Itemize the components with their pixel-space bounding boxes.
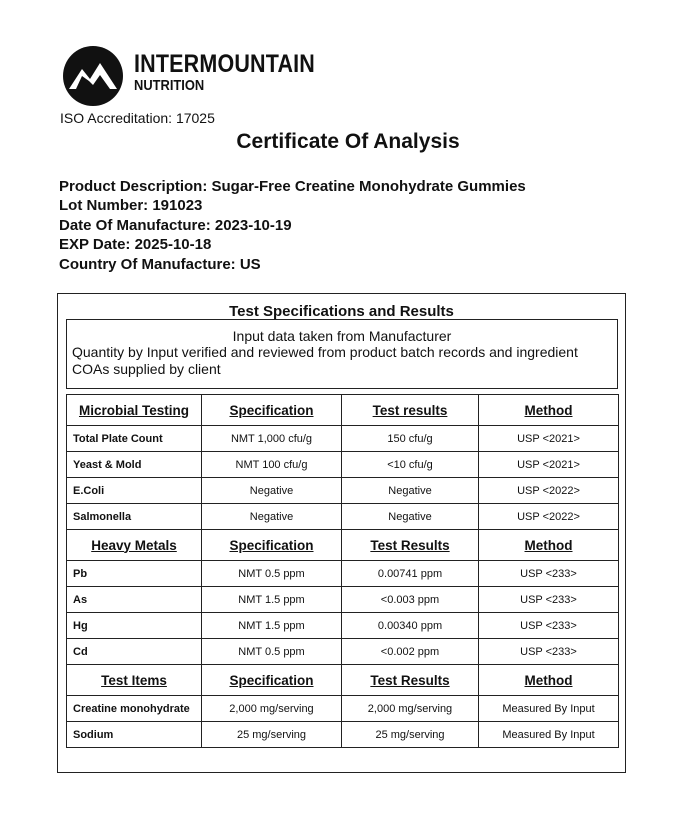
test-name: Hg — [67, 613, 202, 639]
table-row — [67, 587, 619, 613]
method-cell: Measured By Input — [479, 696, 619, 722]
table-title: Test Specifications and Results — [229, 303, 454, 320]
iso-accreditation: ISO Accreditation: 17025 — [60, 110, 215, 126]
info-box — [66, 319, 618, 389]
table-row — [67, 452, 619, 478]
specification-cell: NMT 1,000 cfu/g — [202, 426, 342, 452]
results-panel — [57, 293, 626, 773]
method-cell: USP <233> — [479, 561, 619, 587]
table-row — [67, 504, 619, 530]
lot-number: Lot Number: 191023 — [59, 197, 203, 214]
product-description: Product Description: Sugar-Free Creatine Monohydrate Gummies — [59, 178, 526, 195]
specification-cell: NMT 1.5 ppm — [202, 587, 342, 613]
table-row — [67, 639, 619, 665]
specification-cell: NMT 0.5 ppm — [202, 561, 342, 587]
method-cell: USP <2021> — [479, 426, 619, 452]
table-row — [67, 478, 619, 504]
method-cell: USP <233> — [479, 587, 619, 613]
column-header-specification: Specification — [202, 395, 342, 426]
method-cell: Measured By Input — [479, 722, 619, 748]
column-header-results: Test results — [342, 395, 479, 426]
mountain-circle-logo-icon — [62, 45, 124, 107]
test-name: Total Plate Count — [67, 426, 202, 452]
result-cell: Negative — [342, 504, 479, 530]
section-header-row — [67, 395, 619, 426]
table-row — [67, 696, 619, 722]
column-header-results: Test Results — [342, 665, 479, 696]
test-name: Cd — [67, 639, 202, 665]
country-of-manufacture: Country Of Manufacture: US — [59, 256, 261, 273]
result-cell: <0.002 ppm — [342, 639, 479, 665]
column-header-results: Test Results — [342, 530, 479, 561]
table-row — [67, 722, 619, 748]
section-title: Test Items — [67, 665, 202, 696]
result-cell: 2,000 mg/serving — [342, 696, 479, 722]
method-cell: USP <233> — [479, 613, 619, 639]
document-title: Certificate Of Analysis — [236, 130, 460, 153]
specification-cell: Negative — [202, 478, 342, 504]
section-title: Heavy Metals — [67, 530, 202, 561]
result-cell: 150 cfu/g — [342, 426, 479, 452]
exp-date: EXP Date: 2025-10-18 — [59, 236, 212, 253]
test-name: Yeast & Mold — [67, 452, 202, 478]
column-header-method: Method — [479, 395, 619, 426]
specification-cell: NMT 1.5 ppm — [202, 613, 342, 639]
section-title: Microbial Testing — [67, 395, 202, 426]
method-cell: USP <2021> — [479, 452, 619, 478]
test-name: E.Coli — [67, 478, 202, 504]
table-row — [67, 561, 619, 587]
brand-subtitle: NUTRITION — [134, 77, 205, 94]
column-header-specification: Specification — [202, 665, 342, 696]
column-header-specification: Specification — [202, 530, 342, 561]
brand-name: INTERMOUNTAIN — [134, 50, 315, 78]
result-cell: 0.00741 ppm — [342, 561, 479, 587]
result-cell: 0.00340 ppm — [342, 613, 479, 639]
column-header-method: Method — [479, 530, 619, 561]
result-cell: <10 cfu/g — [342, 452, 479, 478]
section-header-row — [67, 530, 619, 561]
method-cell: USP <2022> — [479, 478, 619, 504]
section-header-row — [67, 665, 619, 696]
table-row — [67, 426, 619, 452]
specification-cell: NMT 0.5 ppm — [202, 639, 342, 665]
info-line-2: Quantity by Input verified and reviewed from product batch records and ingredient COAs supplied by client — [72, 344, 578, 377]
test-name: As — [67, 587, 202, 613]
test-name: Pb — [67, 561, 202, 587]
result-cell: 25 mg/serving — [342, 722, 479, 748]
info-line-1: Input data taken from Manufacturer — [232, 328, 452, 344]
specification-cell: NMT 100 cfu/g — [202, 452, 342, 478]
specification-cell: 2,000 mg/serving — [202, 696, 342, 722]
column-header-method: Method — [479, 665, 619, 696]
test-name: Salmonella — [67, 504, 202, 530]
manufacture-date: Date Of Manufacture: 2023-10-19 — [59, 217, 292, 234]
table-row — [67, 613, 619, 639]
results-table — [66, 394, 619, 748]
test-name: Creatine monohydrate — [67, 696, 202, 722]
specification-cell: 25 mg/serving — [202, 722, 342, 748]
specification-cell: Negative — [202, 504, 342, 530]
result-cell: Negative — [342, 478, 479, 504]
result-cell: <0.003 ppm — [342, 587, 479, 613]
test-name: Sodium — [67, 722, 202, 748]
method-cell: USP <2022> — [479, 504, 619, 530]
method-cell: USP <233> — [479, 639, 619, 665]
